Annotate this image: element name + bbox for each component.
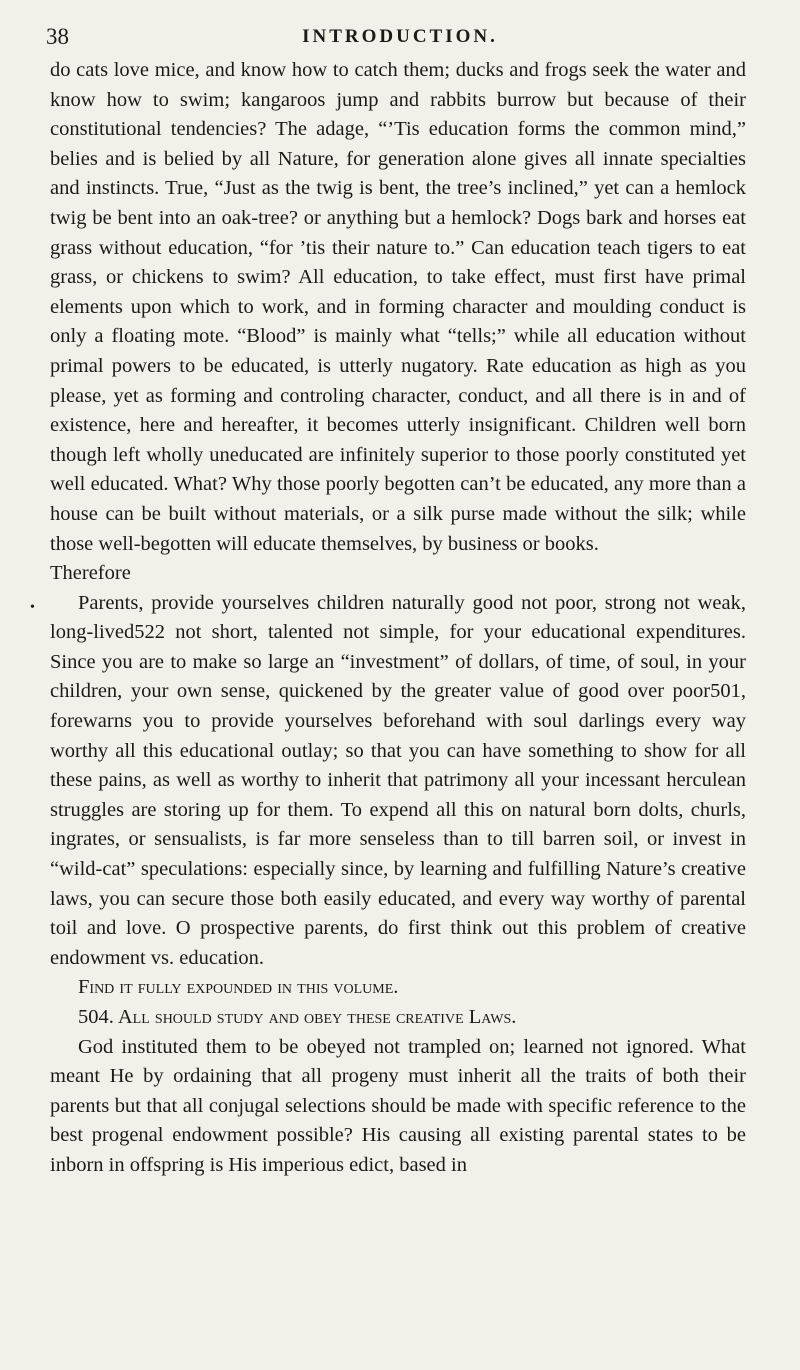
- paragraph: Parents, provide yourselves children naturally good not poor, strong not weak, long-lived522 not short, talented not simple, for your educational expenditures. Since you are to make so large an “investment” of dollars, of time, of soul, in your children, your own sense, quickened by the greater value of good over poor501, forewarns you to provide yourselves beforehand with soul darlings every way worthy all this educational outlay; so that you can have something to show for all these pains, as well as worthy to inherit that patrimony all your incessant herculean struggles are storing up for them. To expend all this on natural born dolts, churls, ingrates, or sensualists, is far more senseless than to till barren soil, or invest in “wild-cat” speculations: especially since, by learning and fulfilling Nature’s creative laws, you can secure those both easily educated, and every way worthy of parental toil and love. O prospective parents, do first think out this problem of creative endowment vs. education.: [50, 591, 746, 969]
- paragraph: Find it fully expounded in this volume.: [78, 976, 399, 999]
- paragraph: do cats love mice, and know how to catch them; ducks and frogs seek the water and know how to swim; kangaroos jump and rabbits burrow but because of their constitutional tendencies? The adage, “’Tis education forms the common mind,” belies and is belied by all Nature, for generation alone gives all innate specialties and instincts. True, “Just as the twig is bent, the tree’s inclined,” yet can a hemlock twig be bent into an oak-tree? or anything but a hemlock? Dogs bark and horses eat grass without education, “for ’tis their nature to.” Can education teach tigers to eat grass, or chickens to swim? All education, to take effect, must first have primal elements upon which to work, and in forming character and moulding conduct is only a floating mote. “Blood” is mainly what “tells;” while all education without primal powers to be educated, is utterly nugatory. Rate education as high as you please, yet as forming and controling character, conduct, and all there is in and of existence, here and hereafter, it becomes utterly insignificant. Children well born though left wholly uneducated are infinitely superior to those poorly constituted yet well educated. What? Why those poorly begotten can’t be educated, any more than a house can be built without materials, or a silk purse made without the silk; while those well-begotten will educate themselves, by business or books.: [50, 59, 746, 555]
- paragraph: Therefore: [50, 562, 131, 585]
- paragraph: God instituted them to be obeyed not trampled on; learned not ignored. What meant He by ordaining that all progeny must inherit all the traits of both their parents but that all conjugal selections should be made with specific reference to the best progenal endowment possible? His causing all existing parental states to be inborn in offspring is His imperious edict, based in: [50, 1035, 746, 1176]
- page-number: 38: [46, 24, 69, 49]
- page-header: [0, 18, 800, 58]
- margin-bullet: •: [30, 600, 35, 615]
- section-heading: 504. All should study and obey these creative Laws.: [78, 1006, 517, 1028]
- body-text: [50, 56, 746, 1181]
- running-head: INTRODUCTION.: [302, 26, 498, 47]
